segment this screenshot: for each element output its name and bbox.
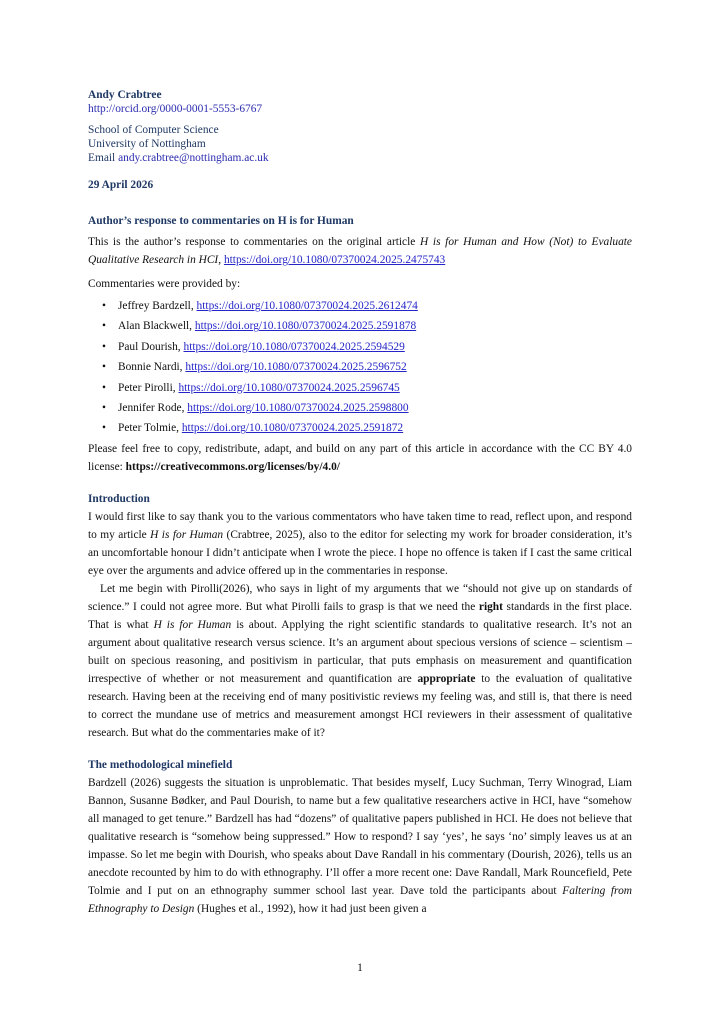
article-title-italic: H is for Human — [153, 618, 232, 631]
university-name: University of Nottingham — [88, 138, 206, 150]
introduction-paragraph-1 — [88, 508, 632, 580]
introduction-heading: Introduction — [88, 492, 150, 505]
introduction-paragraph-2 — [88, 580, 632, 742]
article-title-italic: H is for Human — [150, 528, 224, 541]
list-item — [118, 418, 632, 438]
license-text: Please feel free to copy, redistribute, adapt, and build on any part of this article in accordance with the CC BY 4.0 license: — [88, 442, 632, 473]
affiliation-block — [88, 123, 632, 165]
minefield-heading: The methodological minefield — [88, 758, 233, 771]
commentator-name: Peter Tolmie, — [118, 422, 182, 435]
commentary-link[interactable]: https://doi.org/10.1080/07370024.2025.2596745 — [178, 381, 400, 394]
commentary-link[interactable]: https://doi.org/10.1080/07370024.2025.2596752 — [185, 361, 407, 374]
commentators-list — [88, 296, 632, 439]
emphasis-bold: right — [478, 600, 503, 613]
page-number: 1 — [357, 962, 363, 974]
response-heading: Author’s response to commentaries on H is for Human — [88, 215, 354, 227]
text-run: (Hughes et al., 1992), how it had just been given a — [194, 902, 427, 915]
commentator-name: Jeffrey Bardzell, — [118, 300, 197, 312]
response-intro-text: This is the author’s response to commentaries on the original article — [88, 236, 421, 248]
list-item — [118, 316, 632, 336]
commentary-link[interactable]: https://doi.org/10.1080/07370024.2025.2594529 — [183, 340, 405, 353]
author-name: Andy Crabtree — [88, 89, 162, 101]
email-label: Email — [88, 152, 119, 164]
original-article-link[interactable]: https://doi.org/10.1080/07370024.2025.2475743 — [223, 254, 446, 266]
text-run: (Crabtree, 2025), also to the editor for selecting my work for broader consideration, it’s an uncomfortable honour I didn’t anticipate when I wrote the piece. I hope no offence is taken if I cast the same critical eye over the arguments and advice offered up in the commentaries in response. — [88, 528, 632, 577]
commentator-name: Paul Dourish, — [118, 340, 184, 353]
text-run: standards in the first place. That is what — [88, 600, 632, 631]
commentary-link[interactable]: https://doi.org/10.1080/07370024.2025.2591878 — [194, 320, 417, 333]
list-item — [118, 378, 632, 398]
commentator-name: Bonnie Nardi, — [118, 361, 186, 374]
license-statement — [88, 440, 632, 476]
list-item — [118, 398, 632, 418]
commentary-link[interactable]: https://doi.org/10.1080/07370024.2025.2591872 — [181, 422, 404, 435]
text-run: to the evaluation of qualitative research. Having been at the receiving end of many positivistic reviews my feeling was, and still is, that there is need to correct the mundane use of metrics and measurement amongst HCI reviewers in their assessment of qualitative research. But what do the commentaries make of it? — [88, 672, 632, 739]
email-link[interactable]: andy.crabtree@nottingham.ac.uk — [118, 152, 269, 164]
orcid-link[interactable]: http://orcid.org/0000-0001-5553-6767 — [88, 103, 263, 115]
minefield-paragraph-1 — [88, 774, 632, 918]
commentaries-provided-label: Commentaries were provided by: — [88, 278, 241, 290]
text-run: Bardzell (2026) suggests the situation is unproblematic. That besides myself, Lucy Suchman, Terry Winograd, Liam Bannon, Susanne Bødker, and Paul Dourish, to name but a few qualitative researchers active in HCI, have “somehow all managed to get tenure.” Bardzell has had “dozens” of qualitative papers published in HCI. He does not believe that qualitative research is “somehow being suppressed.” How to respond? I say ‘yes’, he says ‘no’ simply leaves us at an impasse. So let me begin with Dourish, who speaks about Dave Randall in his commentary (Dourish, 2026), tells us an anecdote recounted by him to do with ethnography. I’ll offer a more recent one: Dave Randall, Mark Rouncefield, Pete Tolmie and I put on an ethnography summer school last year. Dave told the participants about — [88, 776, 632, 897]
text-run: Let me begin with Pirolli(2026), who says in light of my arguments that we “should not give up on standards of science.” I could not agree more. But what Pirolli fails to grasp is that we need the — [88, 582, 632, 613]
document-date: 29 April 2026 — [88, 179, 154, 191]
original-article-title: H is for Human and How (Not) to Evaluate Qualitative Research in HCI — [88, 236, 632, 266]
emphasis-bold: appropriate — [417, 672, 476, 685]
list-item — [118, 357, 632, 377]
commentator-name: Peter Pirolli, — [118, 381, 179, 394]
commentary-link[interactable]: https://doi.org/10.1080/07370024.2025.2612474 — [196, 300, 418, 312]
response-intro — [88, 233, 632, 269]
text-run: is about. Applying the right scientific standards to qualitative research. It’s not an argument about qualitative research versus science. It’s an argument about specious versions of science – scientism – built on specious reasoning, and positivism in particular, that puts emphasis on measurement and quantification irrespective of whether or not measurement and quantification are — [88, 618, 632, 685]
list-item — [118, 296, 632, 316]
commentator-name: Jennifer Rode, — [118, 402, 188, 415]
text-run: I would first like to say thank you to the various commentators who have taken time to read, reflect upon, and respond to my article — [88, 510, 632, 541]
email-line — [88, 151, 632, 165]
cited-title-italic: Faltering from Ethnography to Design — [88, 884, 632, 915]
response-intro-separator: , — [218, 254, 224, 266]
list-item — [118, 337, 632, 357]
commentator-name: Alan Blackwell, — [118, 320, 195, 333]
school-name: School of Computer Science — [88, 124, 219, 136]
license-url[interactable]: https://creativecommons.org/licenses/by/4.0/ — [125, 460, 340, 473]
commentary-link[interactable]: https://doi.org/10.1080/07370024.2025.2598800 — [187, 402, 409, 415]
